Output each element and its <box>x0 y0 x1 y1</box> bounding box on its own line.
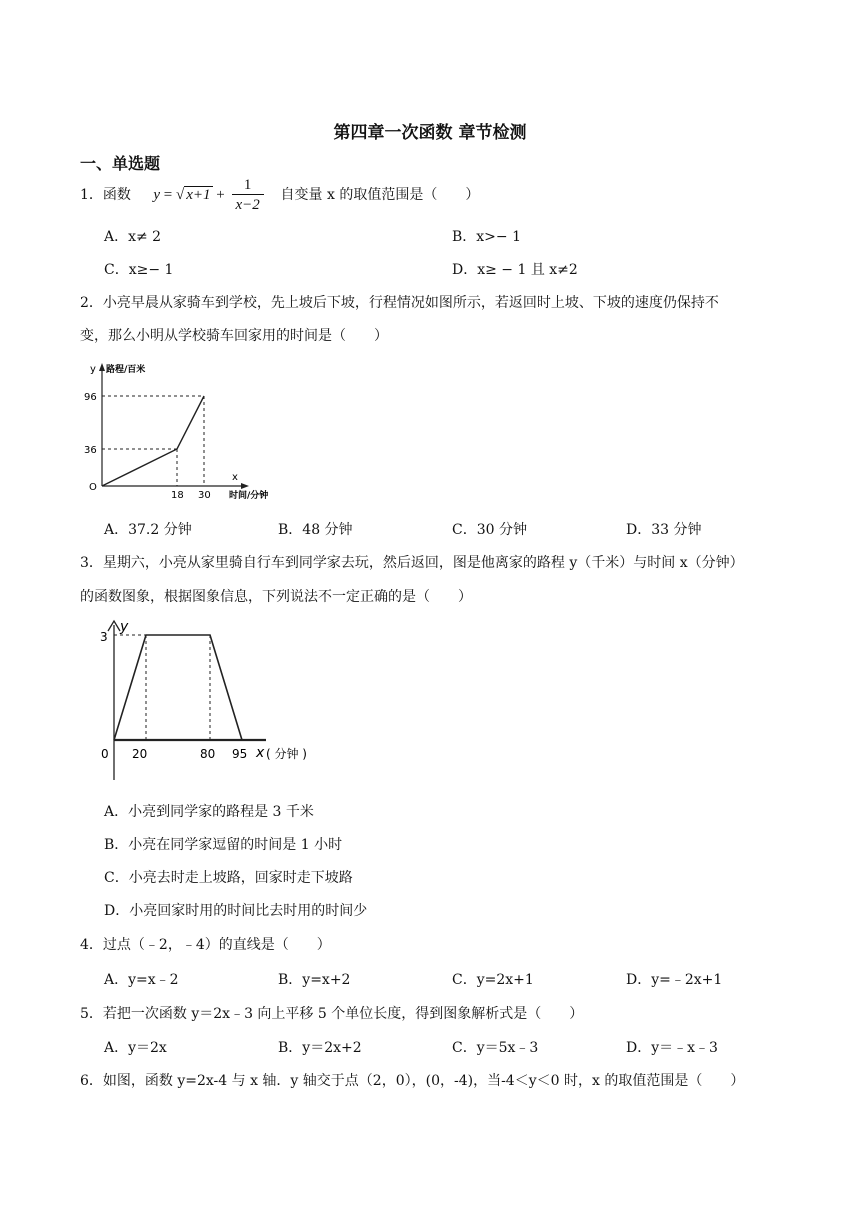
page-title: 第四章一次函数 章节检测 <box>333 123 527 143</box>
question-3-stem-line1: 3．星期六，小亮从家里骑自行车到同学家去玩，然后返回，图是他离家的路程 y（千米）与时间 x（分钟） <box>80 555 744 571</box>
q4-option-c[interactable]: C．y=2x+1 <box>452 972 534 988</box>
q2-option-a[interactable]: A．37.2 分钟 <box>104 522 192 538</box>
question-6-stem: 6．如图，函数 y=2x-4 与 x 轴．y 轴交于点（2，0），(0，-4)，当-4＜y＜0 时，x 的取值范围是（ ） <box>80 1073 745 1089</box>
q5-option-b[interactable]: B．y＝2x+2 <box>278 1040 362 1056</box>
q2-distance-time-graph <box>84 358 284 503</box>
q2-option-d[interactable]: D．33 分钟 <box>626 522 702 538</box>
q5-option-c[interactable]: C．y＝5x﹣3 <box>452 1040 539 1056</box>
question-3-stem-line2: 的函数图象，根据图象信息，下列说法不一定正确的是（ ） <box>80 589 472 605</box>
question-1-stem <box>80 173 479 217</box>
q1-formula-denominator: x−2 <box>235 197 260 214</box>
q2-x-tick-18: 18 <box>171 490 184 501</box>
q2-y-arrow-icon <box>99 363 105 371</box>
q1-suffix: 自变量 x 的取值范围是（ ） <box>280 187 480 203</box>
q3-origin-label: 0 <box>101 747 109 761</box>
question-2-stem-line1: 2．小亮早晨从家骑车到学校，先上坡后下坡，行程情况如图所示，若返回时上坡、下坡的速度仍保持不 <box>80 295 719 311</box>
q2-origin-label: O <box>89 482 97 493</box>
q3-x-tick-80: 80 <box>200 747 216 761</box>
q1-formula-plus: + <box>216 187 225 203</box>
q5-option-a[interactable]: A．y＝2x <box>104 1040 167 1056</box>
question-4-stem: 4．过点（﹣2，﹣4）的直线是（ ） <box>80 937 331 953</box>
q2-option-b[interactable]: B．48 分钟 <box>278 522 353 538</box>
q3-graph-line <box>114 635 242 740</box>
q3-y-tick-3: 3 <box>100 630 108 644</box>
q1-option-a[interactable]: A．x≠ 2 <box>104 229 162 245</box>
q1-option-c[interactable]: C．x≥− 1 <box>104 262 174 278</box>
q1-formula-eq: = <box>163 187 173 203</box>
q3-option-d[interactable]: D．小亮回家时用的时间比去时用的时间少 <box>104 903 368 919</box>
q2-y-title: 路程/百米 <box>106 365 146 375</box>
q3-x-tick-20: 20 <box>132 747 148 761</box>
q5-option-d[interactable]: D．y＝﹣x﹣3 <box>626 1040 718 1056</box>
q2-x-arrow-icon <box>241 483 249 489</box>
q1-formula <box>153 177 270 214</box>
q1-formula-numerator: 1 <box>232 176 264 195</box>
q1-formula-fraction <box>232 176 264 215</box>
q2-option-c[interactable]: C．30 分钟 <box>452 522 527 538</box>
q1-prefix: 1．函数 <box>80 187 131 203</box>
q2-y-tick-36: 36 <box>84 445 97 456</box>
q1-formula-y: y <box>153 187 161 203</box>
q2-x-label: x <box>232 472 238 483</box>
q4-option-b[interactable]: B．y=x+2 <box>278 972 351 988</box>
q3-x-tick-95: 95 <box>232 747 248 761</box>
q1-formula-sqrt-arg: x+1 <box>186 187 211 203</box>
q2-graph-line <box>102 396 204 486</box>
question-5-stem: 5．若把一次函数 y＝2x﹣3 向上平移 5 个单位长度，得到图象解析式是（ ） <box>80 1006 584 1022</box>
q4-option-d[interactable]: D．y=﹣2x+1 <box>626 972 723 988</box>
q1-option-b[interactable]: B．x>− 1 <box>452 229 522 245</box>
section-heading: 一、单选题 <box>80 154 161 173</box>
q2-x-title: 时间/分钟 <box>229 491 269 501</box>
q4-option-a[interactable]: A．y=x﹣2 <box>104 972 179 988</box>
q2-y-label: y <box>90 364 96 375</box>
q2-y-tick-96: 96 <box>84 392 97 403</box>
q1-option-d[interactable]: D．x≥ − 1 且 x≠2 <box>452 262 578 278</box>
q3-x-unit: ( 分钟 ) <box>266 747 307 761</box>
q3-option-b[interactable]: B．小亮在同学家逗留的时间是 1 小时 <box>104 837 343 853</box>
q3-y-label: y <box>120 619 129 635</box>
question-2-stem-line2: 变，那么小明从学校骑车回家用的时间是（ ） <box>80 328 388 344</box>
q3-distance-time-graph <box>96 615 336 785</box>
q2-x-tick-30: 30 <box>198 490 211 501</box>
q3-x-label: x <box>256 745 265 761</box>
q3-option-a[interactable]: A．小亮到同学家的路程是 3 千米 <box>104 804 314 820</box>
sqrt-icon: √ <box>176 187 185 203</box>
q3-option-c[interactable]: C．小亮去时走上坡路，回家时走下坡路 <box>104 870 353 886</box>
